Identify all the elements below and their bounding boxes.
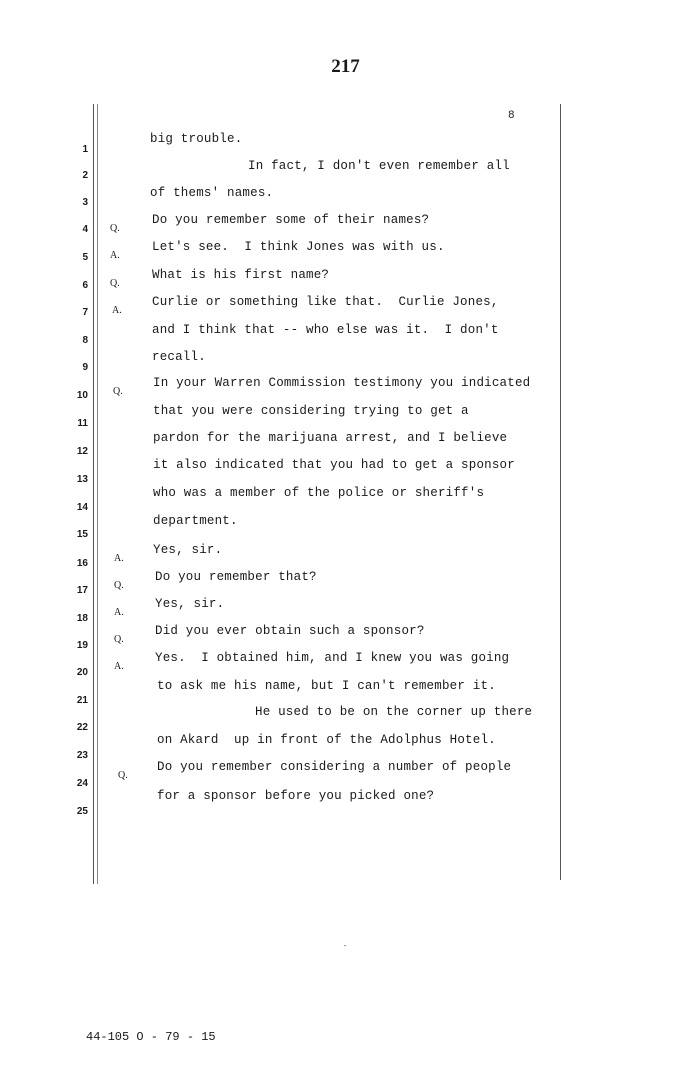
line-number: 5 bbox=[82, 252, 88, 263]
speaker-marker: Q. bbox=[114, 580, 124, 591]
transcript-line: He used to be on the corner up there bbox=[255, 705, 533, 719]
transcript-line: Do you remember that? bbox=[155, 570, 317, 584]
line-number: 20 bbox=[76, 667, 88, 678]
left-margin-rule-inner bbox=[97, 104, 98, 884]
transcript-line: Did you ever obtain such a sponsor? bbox=[155, 624, 425, 638]
line-number: 22 bbox=[76, 722, 88, 733]
line-number: 2 bbox=[82, 170, 88, 181]
left-margin-rule bbox=[93, 104, 94, 884]
transcript-line: who was a member of the police or sheriff's bbox=[153, 486, 485, 500]
line-number: 9 bbox=[82, 362, 88, 373]
line-number: 23 bbox=[76, 750, 88, 761]
transcript-line: Do you remember considering a number of people bbox=[157, 760, 512, 774]
line-number: 17 bbox=[76, 585, 88, 596]
line-number: 10 bbox=[76, 390, 88, 401]
speaker-marker: Q. bbox=[113, 386, 123, 397]
speaker-marker: Q. bbox=[110, 278, 120, 289]
line-number: 14 bbox=[76, 502, 88, 513]
transcript-line: What is his first name? bbox=[152, 268, 330, 282]
line-number: 18 bbox=[76, 613, 88, 624]
transcript-line: of thems' names. bbox=[150, 186, 274, 200]
transcript-line: Yes, sir. bbox=[153, 543, 223, 557]
line-number: 1 bbox=[82, 144, 88, 155]
line-number: 4 bbox=[82, 224, 88, 235]
line-number: 6 bbox=[82, 280, 88, 291]
transcript-line: In your Warren Commission testimony you indicated bbox=[153, 376, 531, 390]
transcript-line: Curlie or something like that. Curlie Jones, bbox=[152, 295, 499, 309]
transcript-line: big trouble. bbox=[150, 132, 243, 146]
speaker-marker: A. bbox=[114, 607, 124, 618]
line-number: 8 bbox=[82, 335, 88, 346]
line-number: 3 bbox=[82, 197, 88, 208]
line-number: 25 bbox=[76, 806, 88, 817]
speaker-marker: Q. bbox=[110, 223, 120, 234]
speaker-marker: Q. bbox=[118, 770, 128, 781]
line-number: 13 bbox=[76, 474, 88, 485]
transcript-line: and I think that -- who else was it. I don't bbox=[152, 323, 499, 337]
transcript-line: pardon for the marijuana arrest, and I believe bbox=[153, 431, 508, 445]
transcript-line: department. bbox=[153, 514, 238, 528]
transcript-line: In fact, I don't even remember all bbox=[248, 159, 510, 173]
speaker-marker: A. bbox=[112, 305, 122, 316]
line-number: 11 bbox=[77, 418, 88, 429]
line-number: 12 bbox=[76, 446, 88, 457]
sheet-number: 8 bbox=[508, 110, 515, 122]
line-number: 19 bbox=[76, 640, 88, 651]
speaker-marker: A. bbox=[114, 661, 124, 672]
transcript-line: Let's see. I think Jones was with us. bbox=[152, 240, 445, 254]
speaker-marker: A. bbox=[114, 553, 124, 564]
transcript-line: for a sponsor before you picked one? bbox=[157, 789, 435, 803]
page-number: 217 bbox=[331, 56, 360, 77]
transcript-line: to ask me his name, but I can't remember it. bbox=[157, 679, 496, 693]
transcript-line: that you were considering trying to get a bbox=[153, 404, 469, 418]
transcript-line: Yes, sir. bbox=[155, 597, 225, 611]
transcript-line: Yes. I obtained him, and I knew you was going bbox=[155, 651, 510, 665]
transcript-line: on Akard up in front of the Adolphus Hotel. bbox=[157, 733, 496, 747]
transcript-line: recall. bbox=[152, 350, 206, 364]
right-margin-rule bbox=[560, 104, 561, 880]
transcript-line: Do you remember some of their names? bbox=[152, 213, 430, 227]
line-number: 16 bbox=[76, 558, 88, 569]
line-number: 15 bbox=[76, 529, 88, 540]
line-number: 21 bbox=[76, 695, 88, 706]
transcript-line: it also indicated that you had to get a sponsor bbox=[153, 458, 515, 472]
speaker-marker: Q. bbox=[114, 634, 124, 645]
line-number: 7 bbox=[82, 307, 88, 318]
line-number: 24 bbox=[76, 778, 88, 789]
speaker-marker: A. bbox=[110, 250, 120, 261]
scan-speck bbox=[344, 945, 346, 946]
footer-print-code: 44-105 O - 79 - 15 bbox=[86, 1030, 216, 1044]
